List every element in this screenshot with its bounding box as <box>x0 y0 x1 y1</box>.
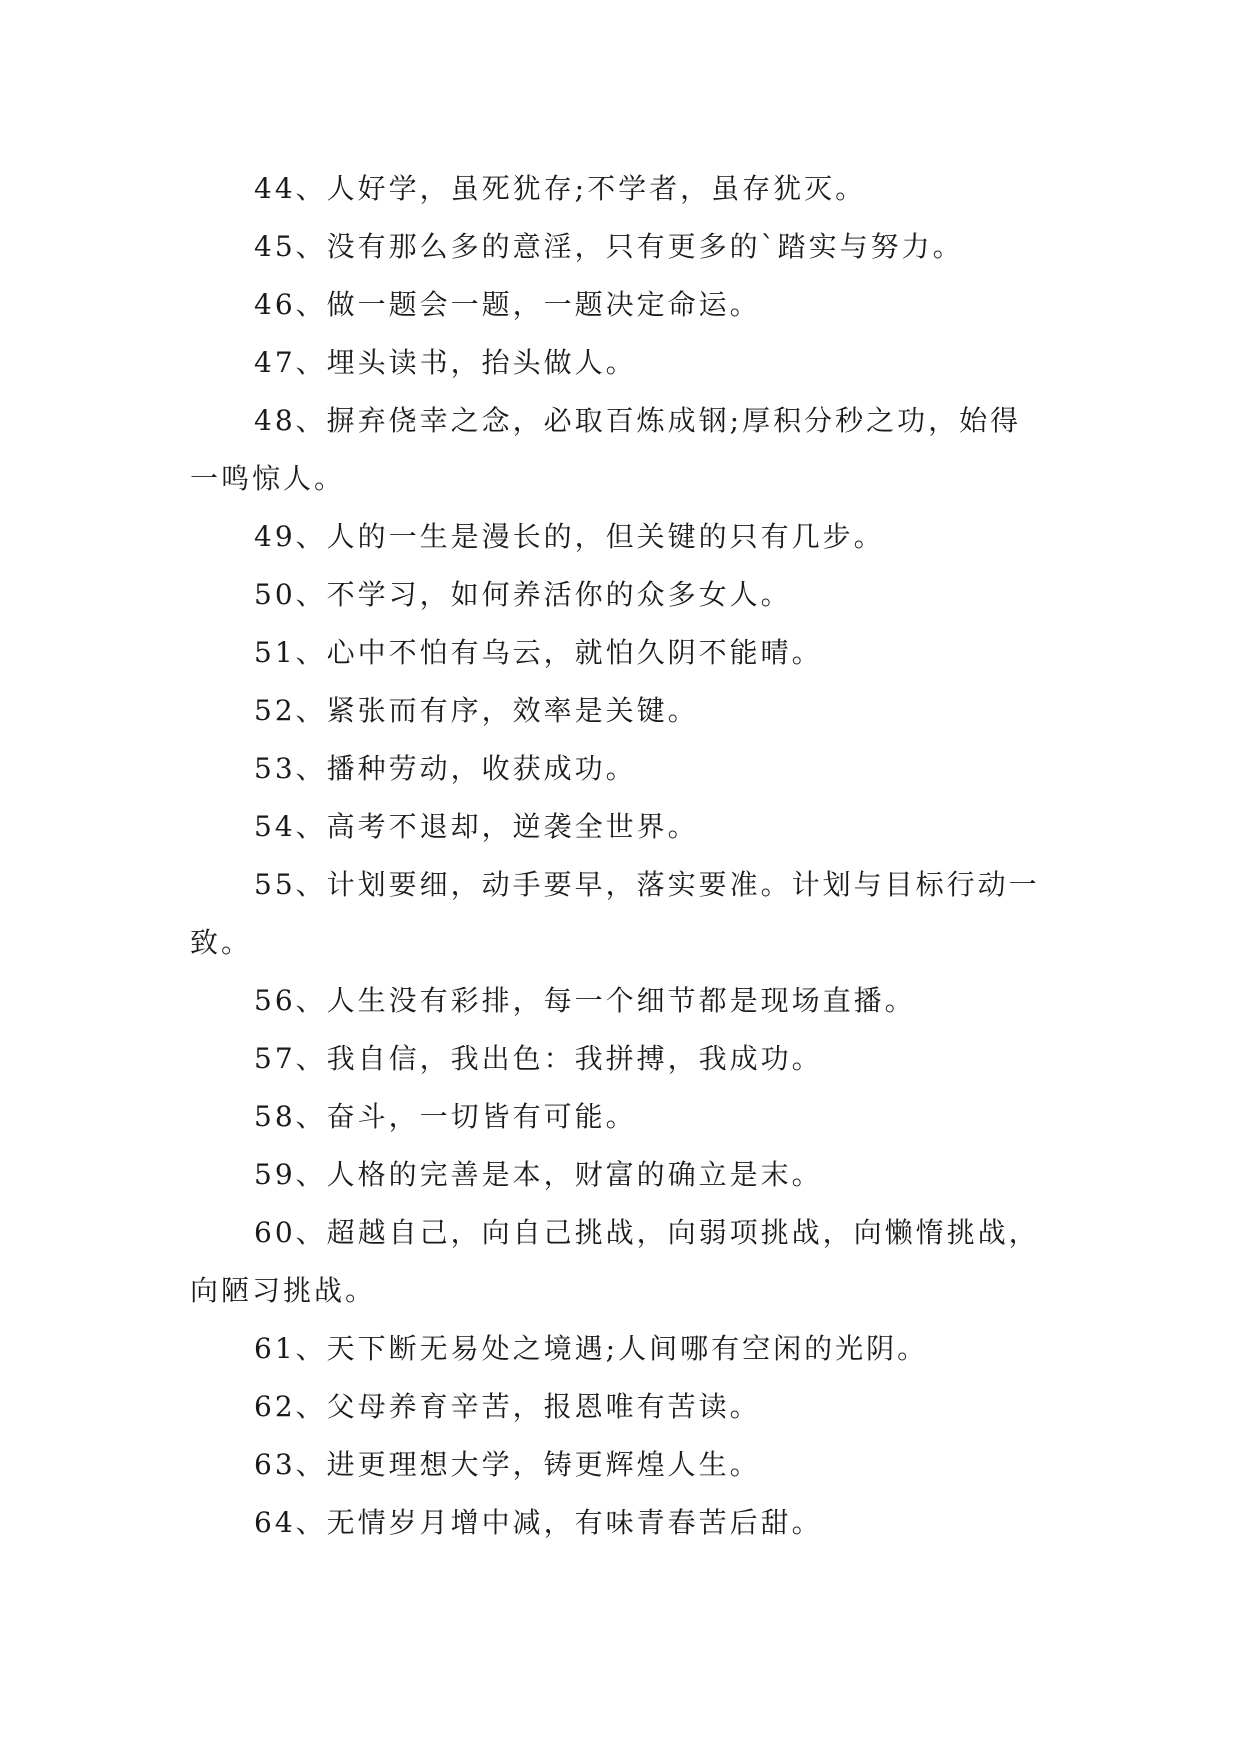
paragraph-55: 55、计划要细，动手要早，落实要准。计划与目标行动一致。 <box>190 868 1040 959</box>
paragraph-61: 61、天下断无易处之境遇;人间哪有空闲的光阴。 <box>254 1332 929 1365</box>
paragraph-60: 60、超越自己，向自己挑战，向弱项挑战，向懒惰挑战，向陋习挑战。 <box>190 1216 1040 1307</box>
paragraph-56: 56、人生没有彩排，每一个细节都是现场直播。 <box>254 984 916 1017</box>
paragraph-49: 49、人的一生是漫长的，但关键的只有几步。 <box>254 520 885 553</box>
paragraph-51: 51、心中不怕有乌云，就怕久阴不能晴。 <box>254 636 823 669</box>
paragraph-54: 54、高考不退却，逆袭全世界。 <box>254 810 699 843</box>
paragraph-52: 52、紧张而有序，效率是关键。 <box>254 694 699 727</box>
paragraph-45: 45、没有那么多的意淫，只有更多的`踏实与努力。 <box>254 230 964 263</box>
paragraph-46: 46、做一题会一题，一题决定命运。 <box>254 288 761 321</box>
document-body <box>190 160 1050 1552</box>
paragraph-53: 53、播种劳动，收获成功。 <box>254 752 637 785</box>
paragraph-50: 50、不学习，如何养活你的众多女人。 <box>254 578 792 611</box>
paragraph-58: 58、奋斗，一切皆有可能。 <box>254 1100 637 1133</box>
paragraph-62: 62、父母养育辛苦，报恩唯有苦读。 <box>254 1390 761 1423</box>
paragraph-64: 64、无情岁月增中减，有味青春苦后甜。 <box>254 1506 823 1539</box>
paragraph-63: 63、进更理想大学，铸更辉煌人生。 <box>254 1448 761 1481</box>
paragraph-57: 57、我自信，我出色：我拼搏，我成功。 <box>254 1042 823 1075</box>
paragraph-59: 59、人格的完善是本，财富的确立是末。 <box>254 1158 823 1191</box>
paragraph-47: 47、埋头读书，抬头做人。 <box>254 346 637 379</box>
paragraph-44: 44、人好学，虽死犹存;不学者，虽存犹灭。 <box>254 172 867 205</box>
paragraph-48: 48、摒弃侥幸之念，必取百炼成钢;厚积分秒之功，始得一鸣惊人。 <box>190 404 1022 495</box>
